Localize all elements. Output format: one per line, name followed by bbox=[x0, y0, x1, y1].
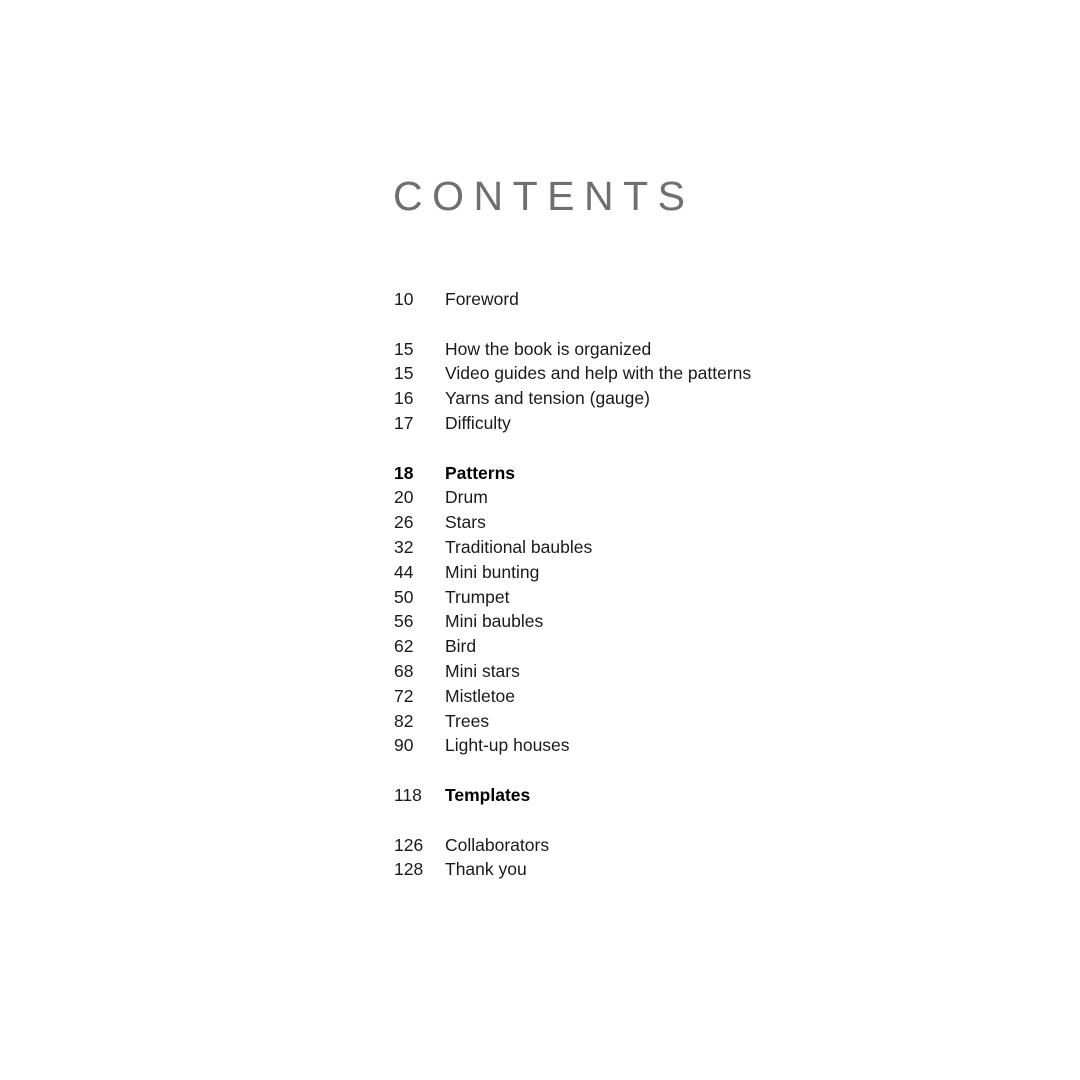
toc-entry-label: Drum bbox=[445, 487, 488, 508]
toc-entry[interactable] bbox=[394, 659, 994, 684]
toc-entry[interactable] bbox=[394, 510, 994, 535]
toc-page-number: 72 bbox=[394, 685, 414, 706]
toc-entry[interactable] bbox=[394, 287, 994, 312]
toc-page-number: 16 bbox=[394, 388, 414, 409]
toc-entry-label: How the book is organized bbox=[445, 338, 652, 359]
toc-entry-label: Traditional baubles bbox=[445, 536, 593, 557]
toc-page-number: 82 bbox=[394, 710, 414, 731]
toc-entry[interactable] bbox=[394, 833, 994, 858]
toc-group-introduction bbox=[394, 337, 994, 436]
toc-section-heading[interactable] bbox=[394, 783, 994, 808]
toc-entry-label: Thank you bbox=[445, 859, 527, 880]
toc-entry-label: Video guides and help with the patterns bbox=[445, 363, 752, 384]
toc-page-number: 90 bbox=[394, 735, 414, 756]
toc-entry-label: Trumpet bbox=[445, 586, 510, 607]
toc-page-number: 126 bbox=[394, 834, 424, 855]
toc-entry[interactable] bbox=[394, 684, 994, 709]
toc-entry-label: Yarns and tension (gauge) bbox=[445, 388, 650, 409]
toc-page-number: 68 bbox=[394, 660, 414, 681]
toc-page-number: 10 bbox=[394, 289, 414, 309]
toc-entry[interactable] bbox=[394, 585, 994, 610]
toc-entry-label: Collaborators bbox=[445, 834, 550, 855]
toc-entry[interactable] bbox=[394, 485, 994, 510]
toc-entry-label: Foreword bbox=[445, 289, 519, 309]
toc-entry[interactable] bbox=[394, 411, 994, 436]
toc-entry-label: Trees bbox=[445, 710, 490, 731]
page-title: CONTENTS bbox=[393, 173, 695, 219]
toc-entry-label: Mini stars bbox=[445, 660, 520, 681]
toc-entry-label: Bird bbox=[445, 636, 477, 657]
toc-entry[interactable] bbox=[394, 733, 994, 758]
toc-entry-label: Patterns bbox=[445, 462, 516, 483]
toc-entry[interactable] bbox=[394, 609, 994, 634]
toc-entry[interactable] bbox=[394, 337, 994, 362]
toc-section-heading[interactable] bbox=[394, 461, 994, 486]
toc-page-number: 56 bbox=[394, 611, 414, 632]
table-of-contents bbox=[394, 287, 994, 907]
toc-entry[interactable] bbox=[394, 386, 994, 411]
toc-page-number: 128 bbox=[394, 859, 424, 880]
toc-entry[interactable] bbox=[394, 361, 994, 386]
toc-group-patterns bbox=[394, 461, 994, 759]
toc-page-number: 62 bbox=[394, 636, 414, 657]
toc-page-number: 15 bbox=[394, 363, 414, 384]
toc-entry[interactable] bbox=[394, 857, 994, 882]
toc-entry-label: Mistletoe bbox=[445, 685, 516, 706]
toc-page-number: 26 bbox=[394, 512, 414, 533]
toc-entry-label: Light-up houses bbox=[445, 735, 570, 756]
toc-group-closing bbox=[394, 833, 994, 883]
toc-entry-label: Stars bbox=[445, 512, 486, 533]
toc-group-foreword bbox=[394, 287, 994, 312]
toc-page-number: 20 bbox=[394, 487, 414, 508]
toc-entry[interactable] bbox=[394, 634, 994, 659]
toc-entry[interactable] bbox=[394, 535, 994, 560]
toc-entry-label: Difficulty bbox=[445, 412, 511, 433]
toc-entry-label: Mini bunting bbox=[445, 561, 540, 582]
toc-page-number: 17 bbox=[394, 412, 414, 433]
toc-page-number: 44 bbox=[394, 561, 414, 582]
toc-entry-label: Templates bbox=[445, 784, 531, 805]
toc-page-number: 118 bbox=[394, 784, 422, 805]
toc-page-number: 50 bbox=[394, 586, 414, 607]
toc-group-templates bbox=[394, 783, 994, 808]
toc-page-number: 18 bbox=[394, 462, 414, 483]
toc-entry-label: Mini baubles bbox=[445, 611, 544, 632]
toc-entry[interactable] bbox=[394, 560, 994, 585]
toc-page-number: 15 bbox=[394, 338, 414, 359]
toc-page-number: 32 bbox=[394, 536, 414, 557]
toc-entry[interactable] bbox=[394, 709, 994, 734]
